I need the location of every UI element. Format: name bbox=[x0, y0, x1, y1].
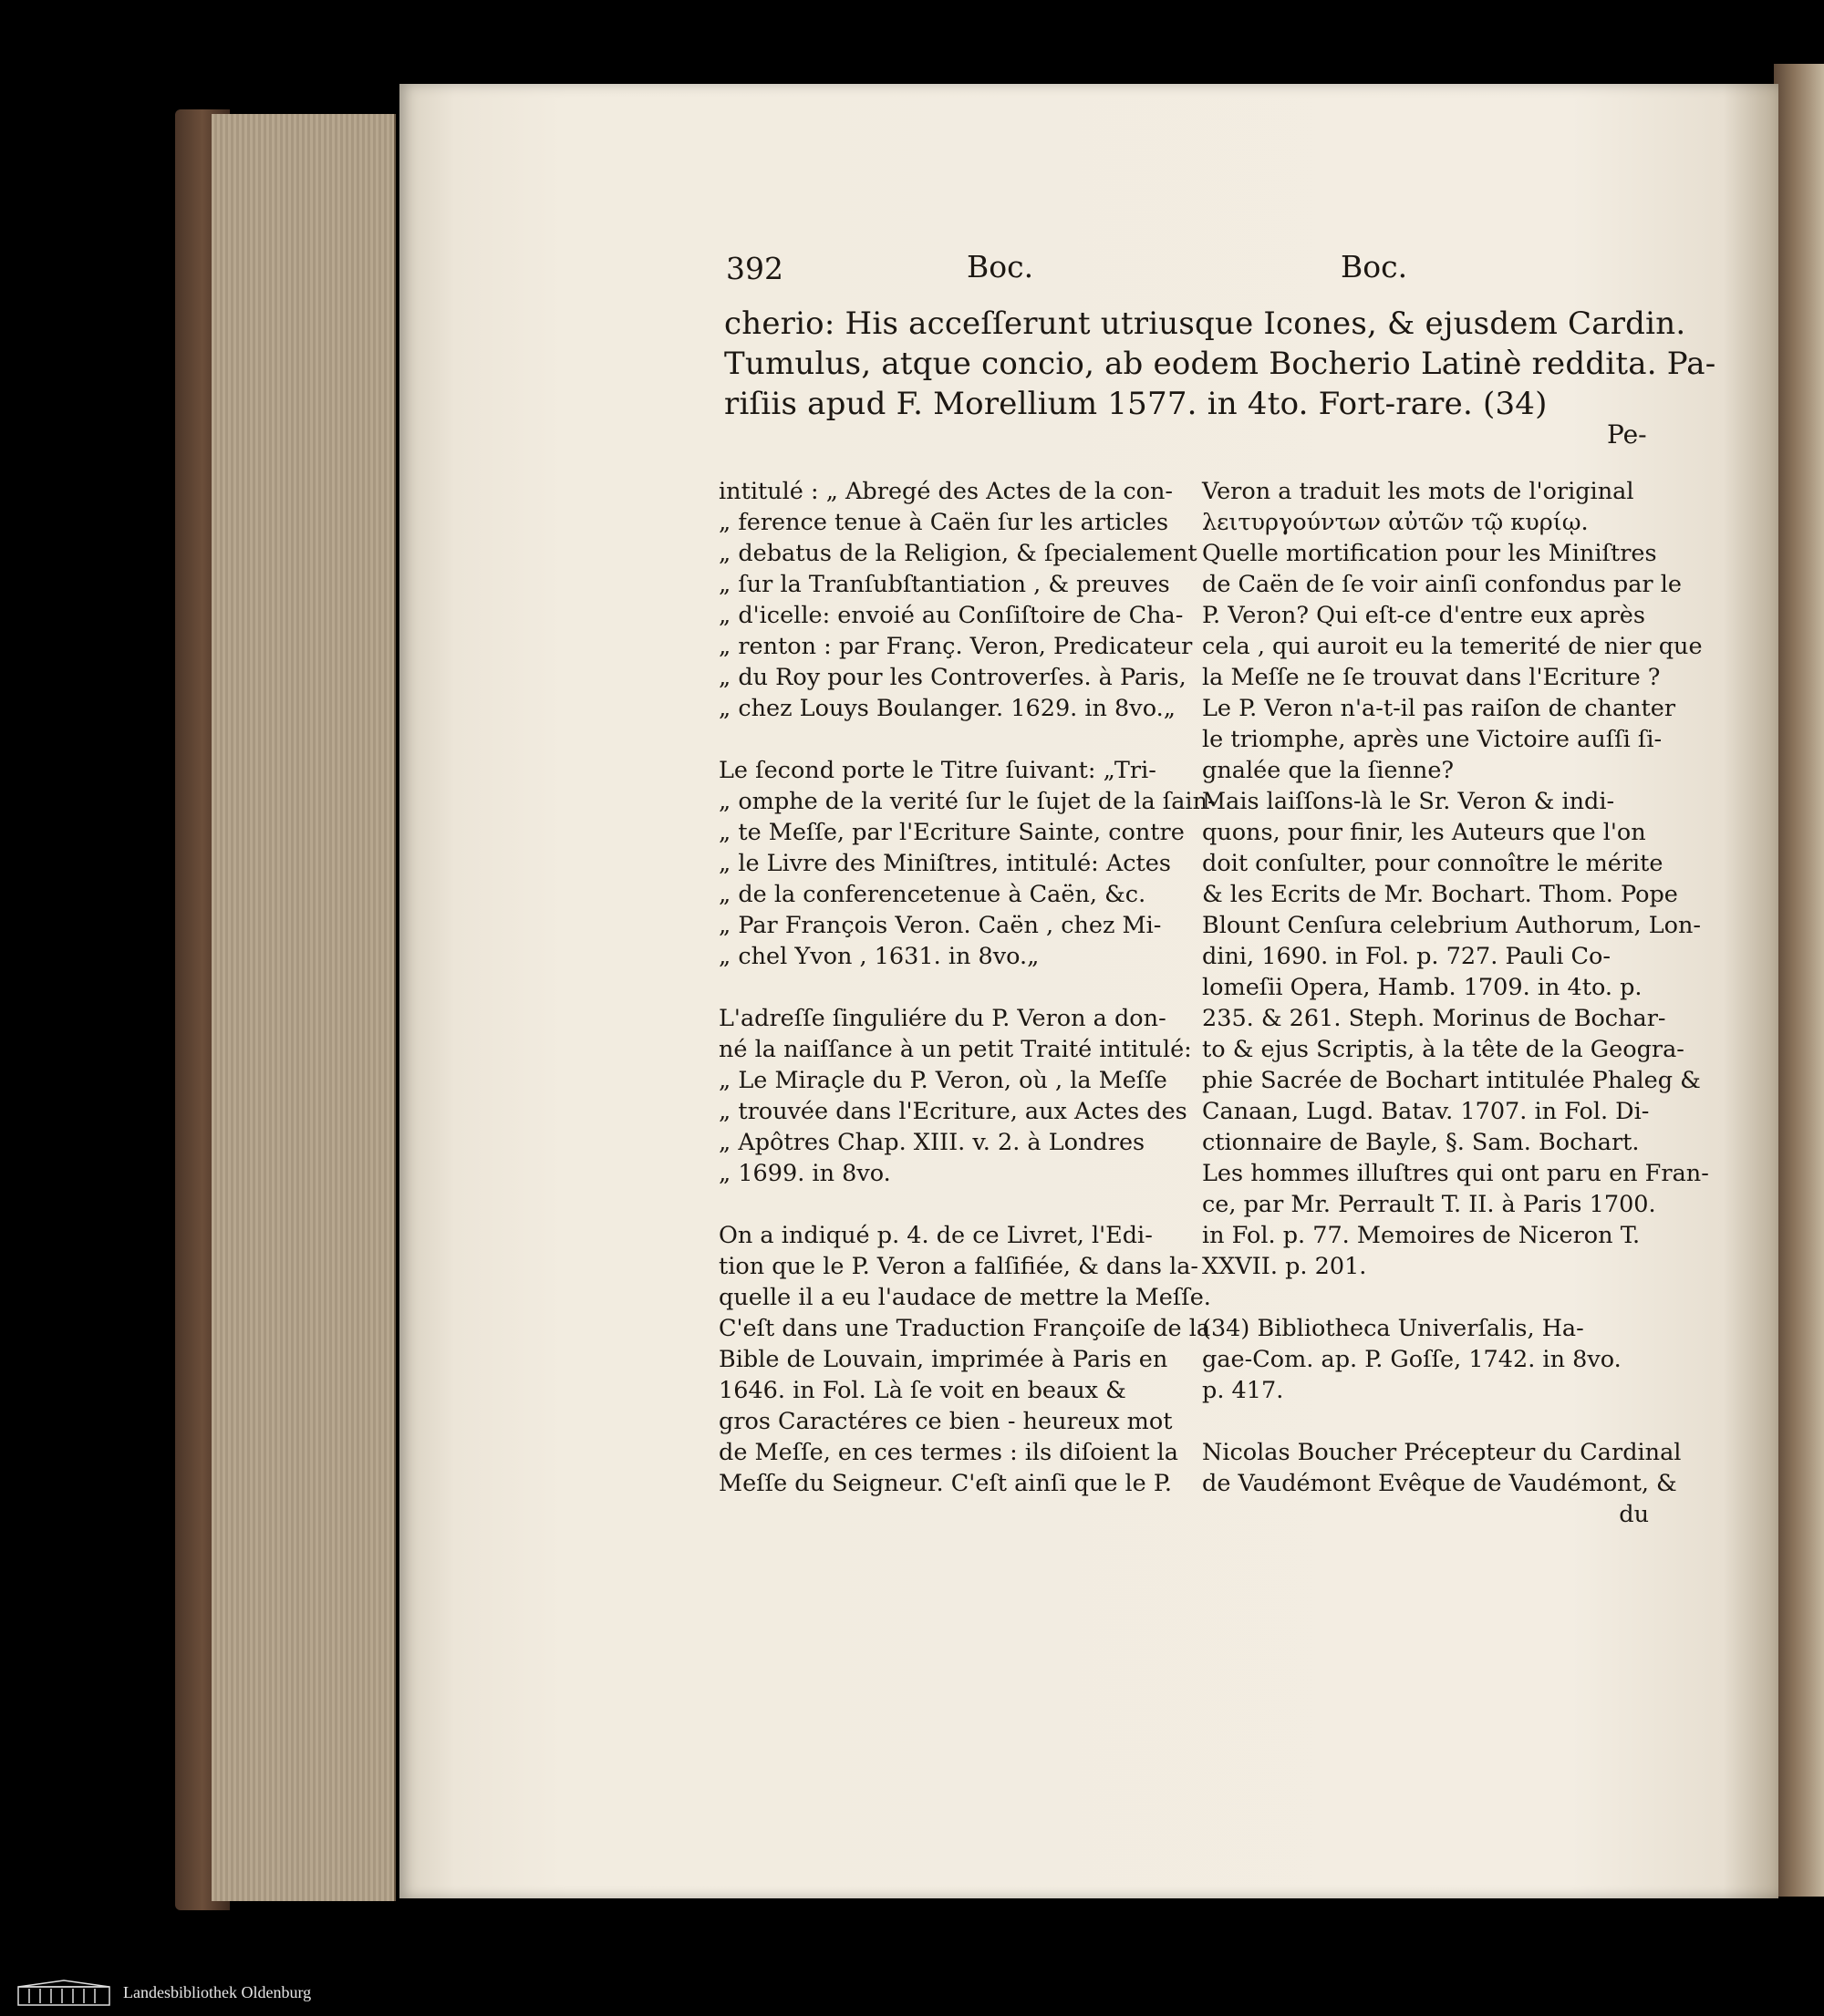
right-line: quons, pour finir, les Auteurs que l'on bbox=[1202, 819, 1646, 846]
book-page-edges bbox=[212, 114, 396, 1901]
left-line: „ ſur la Tranſubſtantiation , & preuves bbox=[719, 571, 1170, 598]
right-line: doit conſulter, pour connoître le mérite bbox=[1202, 850, 1663, 877]
right-line: & les Ecrits de Mr. Bochart. Thom. Pope bbox=[1202, 881, 1678, 908]
left-line: „ de la conferencetenue à Caën, &c. bbox=[719, 881, 1146, 908]
left-line: „ 1699. in 8vo. bbox=[719, 1160, 891, 1187]
body-line-2: Tumulus, atque concio, ab eodem Bocherio Latinè reddita. Pa- bbox=[724, 346, 1716, 382]
left-line: intitulé : „ Abregé des Actes de la con- bbox=[719, 478, 1174, 505]
left-line: 1646. in Fol. Là ſe voit en beaux & bbox=[719, 1377, 1126, 1404]
left-line: „ chez Louys Boulanger. 1629. in 8vo.„ bbox=[719, 695, 1176, 722]
left-line: „ d'icelle: envoié au Conſiſtoire de Cha- bbox=[719, 602, 1184, 629]
right-line: in Fol. p. 77. Memoires de Niceron T. bbox=[1202, 1222, 1641, 1249]
right-line: Nicolas Boucher Précepteur du Cardinal bbox=[1202, 1439, 1682, 1466]
right-line: P. Veron? Qui eſt-ce d'entre eux après bbox=[1202, 602, 1645, 629]
paragraph-gap bbox=[719, 724, 1216, 755]
left-line: tion que le P. Veron a falſifiée, & dans la- bbox=[719, 1253, 1199, 1280]
right-line: ctionnaire de Bayle, §. Sam. Bochart. bbox=[1202, 1129, 1640, 1156]
right-line: XXVII. p. 201. bbox=[1202, 1253, 1367, 1280]
body-line-1: cherio: His acceſſerunt utriusque Icones, & ejusdem Cardin. bbox=[724, 305, 1686, 342]
left-line: C'eſt dans une Traduction Françoiſe de la bbox=[719, 1315, 1211, 1342]
left-line: „ Apôtres Chap. XIII. v. 2. à Londres bbox=[719, 1129, 1145, 1156]
left-line: „ du Roy pour les Controverſes. à Paris, bbox=[719, 664, 1187, 691]
library-name[interactable]: Landesbibliothek Oldenburg bbox=[123, 1983, 312, 2001]
facing-page-edge bbox=[1774, 64, 1824, 1897]
paragraph-gap bbox=[719, 1189, 1216, 1220]
footnote-line: p. 417. bbox=[1202, 1377, 1284, 1404]
right-line: de Caën de ſe voir ainſi confondus par le bbox=[1202, 571, 1682, 598]
library-building-icon bbox=[14, 1978, 114, 2009]
left-line: „ renton : par Franç. Veron, Predicateur bbox=[719, 633, 1193, 660]
right-line: de Vaudémont Evêque de Vaudémont, & bbox=[1202, 1470, 1677, 1497]
paragraph-gap bbox=[1202, 1406, 1709, 1437]
paragraph-gap bbox=[719, 972, 1216, 1003]
left-line: „ Le Miraçle du P. Veron, où , la Meſſe bbox=[719, 1067, 1167, 1094]
right-line: λειτυργούντων αὐτῶν τῷ κυρίῳ. bbox=[1202, 509, 1589, 536]
footer-bar bbox=[0, 1969, 1824, 2016]
right-line: phie Sacrée de Bochart intitulée Phaleg & bbox=[1202, 1067, 1701, 1094]
right-line: du bbox=[1619, 1501, 1649, 1528]
right-line: Veron a traduit les mots de l'original bbox=[1202, 478, 1634, 505]
right-line: ce, par Mr. Perrault T. II. à Paris 1700. bbox=[1202, 1191, 1656, 1218]
right-line: Canaan, Lugd. Batav. 1707. in Fol. Di- bbox=[1202, 1098, 1650, 1125]
left-line: On a indiqué p. 4. de ce Livret, l'Edi- bbox=[719, 1222, 1153, 1249]
page-number: 392 bbox=[726, 251, 783, 286]
right-line: cela , qui auroit eu la temerité de nier que bbox=[1202, 633, 1703, 660]
left-line: Bible de Louvain, imprimée à Paris en bbox=[719, 1346, 1168, 1373]
left-line: „ trouvée dans l'Ecriture, aux Actes des bbox=[719, 1098, 1187, 1125]
left-line: „ ference tenue à Caën ſur les articles bbox=[719, 509, 1169, 536]
book-page bbox=[399, 84, 1778, 1898]
right-line: Mais laiſſons-là le Sr. Veron & indi- bbox=[1202, 788, 1615, 815]
left-line: Le ſecond porte le Titre ſuivant: „Tri- bbox=[719, 757, 1156, 784]
left-line: „ le Livre des Miniſtres, intitulé: Actes bbox=[719, 850, 1171, 877]
right-line: Le P. Veron n'a-t-il pas raiſon de chanter bbox=[1202, 695, 1676, 722]
left-line: „ omphe de la verité ſur le ſujet de la ſain- bbox=[719, 788, 1216, 815]
right-line: gnalée que la ſienne? bbox=[1202, 757, 1455, 784]
left-line: quelle il a eu l'audace de mettre la Meſſe. bbox=[719, 1284, 1211, 1311]
running-head-right: Boc. bbox=[1341, 249, 1408, 284]
left-column bbox=[719, 476, 1216, 1499]
left-line: „ chel Yvon , 1631. in 8vo.„ bbox=[719, 943, 1040, 970]
left-line: „ debatus de la Religion, & ſpecialement bbox=[719, 540, 1197, 567]
paragraph-gap bbox=[1202, 1282, 1709, 1313]
body-line-3: riſiis apud F. Morellium 1577. in 4to. Fort-rare. (34) bbox=[724, 386, 1548, 422]
right-line: le triomphe, après une Victoire auſſi ſi- bbox=[1202, 726, 1663, 753]
catchword: Pe- bbox=[1607, 419, 1647, 450]
left-line: de Meſſe, en ces termes : ils diſoient la bbox=[719, 1439, 1178, 1466]
right-line: Quelle mortification pour les Miniſtres bbox=[1202, 540, 1657, 567]
right-line: la Meſſe ne ſe trouvat dans l'Ecriture ? bbox=[1202, 664, 1661, 691]
right-line: to & ejus Scriptis, à la tête de la Geogra- bbox=[1202, 1036, 1684, 1063]
left-line: „ te Meſſe, par l'Ecriture Sainte, contre bbox=[719, 819, 1185, 846]
right-line: 235. & 261. Steph. Morinus de Bochar- bbox=[1202, 1005, 1666, 1032]
left-line: gros Caractéres ce bien - heureux mot bbox=[719, 1408, 1173, 1435]
running-head-left: Boc. bbox=[967, 249, 1034, 284]
left-line: Meſſe du Seigneur. C'eſt ainſi que le P. bbox=[719, 1470, 1172, 1497]
footnote-line: (34) Bibliotheca Univerſalis, Ha- bbox=[1202, 1315, 1584, 1342]
right-line: Blount Cenſura celebrium Authorum, Lon- bbox=[1202, 912, 1702, 939]
footnote-line: gae-Com. ap. P. Goſſe, 1742. in 8vo. bbox=[1202, 1346, 1622, 1373]
left-line: „ Par François Veron. Caën , chez Mi- bbox=[719, 912, 1162, 939]
left-line: né la naiſſance à un petit Traité intitulé: bbox=[719, 1036, 1192, 1063]
left-line: L'adreſſe ſinguliére du P. Veron a don- bbox=[719, 1005, 1166, 1032]
right-line: dini, 1690. in Fol. p. 727. Pauli Co- bbox=[1202, 943, 1612, 970]
right-line: lomeſii Opera, Hamb. 1709. in 4to. p. bbox=[1202, 974, 1643, 1001]
right-column bbox=[1202, 476, 1709, 1530]
right-line: Les hommes illuſtres qui ont paru en Fran- bbox=[1202, 1160, 1709, 1187]
